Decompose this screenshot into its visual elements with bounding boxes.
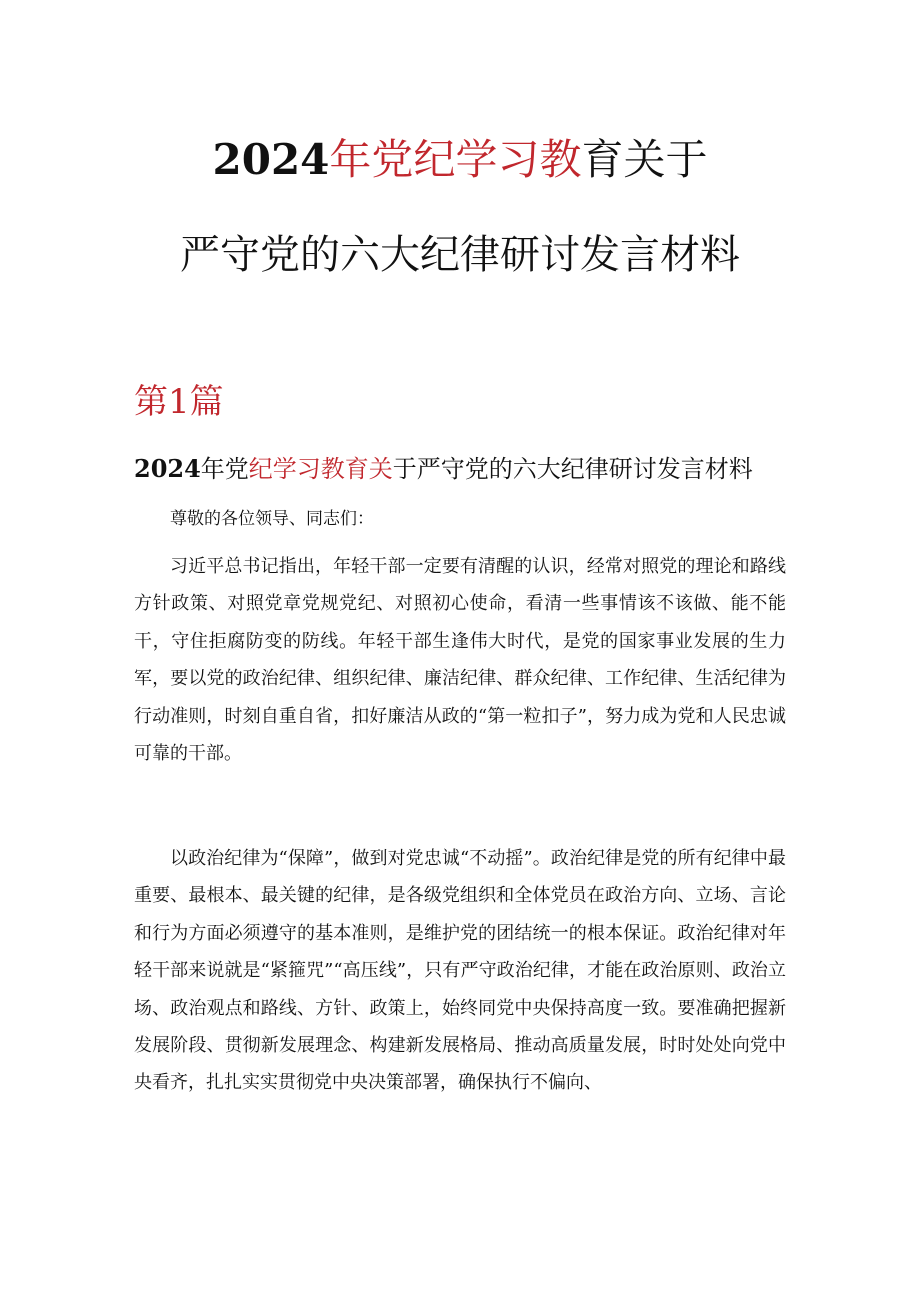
greeting: 尊敬的各位领导、同志们： [170,509,374,529]
subtitle-part-b: 于严守党的六大纪律研讨发言材料 [392,455,753,483]
title-year: 2024 [212,135,330,184]
section-subtitle [134,451,753,487]
document-title-line-1 [0,133,920,187]
chapter-label: 第1篇 [134,382,224,422]
body-paragraph-1: 习近平总书记指出，年轻干部一定要有清醒的认识，经常对照党的理论和路线方针政策、对照党章党规党纪、对照初心使命，看清一些事情该不该做、能不能干，守住拒腐防变的防线。年轻干部生逢伟大时代，是党的国家事业发展的生力军，要以党的政治纪律、组织纪律、廉洁纪律、群众纪律、工作纪律、生活纪律为行动准则，时刻自重自省，扣好廉洁从政的“第一粒扣子”，努力成为党和人民忠诚可靠的干部。 [134,556,786,765]
subtitle-year: 2024 [134,454,201,483]
subtitle-part-a: 年党 [200,455,249,483]
subtitle-red-part: 纪学习教育关 [248,455,393,483]
document-title-line-2: 严守党的六大纪律研讨发言材料 [180,232,740,278]
body-paragraph-2: 以政治纪律为“保障”，做到对党忠诚“不动摇”。政治纪律是党的所有纪律中最重要、最根本、最关键的纪律，是各级党组织和全体党员在政治方向、立场、言论和行为方面必须遵守的基本准则，是维护党的团结统一的根本保证。政治纪律对年轻干部来说就是“紧箍咒”“高压线”，只有严守政治纪律，才能在政治原则、政治立场、政治观点和路线、方针、政策上，始终同党中央保持高度一致。要准确把握新发展阶段、贯彻新发展理念、构建新发展格局、推动高质量发展，时时处处向党中央看齐，扎扎实实贯彻党中央决策部署，确保执行不偏向、 [134,848,786,1094]
title-year-suffix: 年党 [329,135,414,184]
title-red-part: 纪学习教 [413,135,582,184]
title-dark-part: 育关于 [581,135,708,184]
